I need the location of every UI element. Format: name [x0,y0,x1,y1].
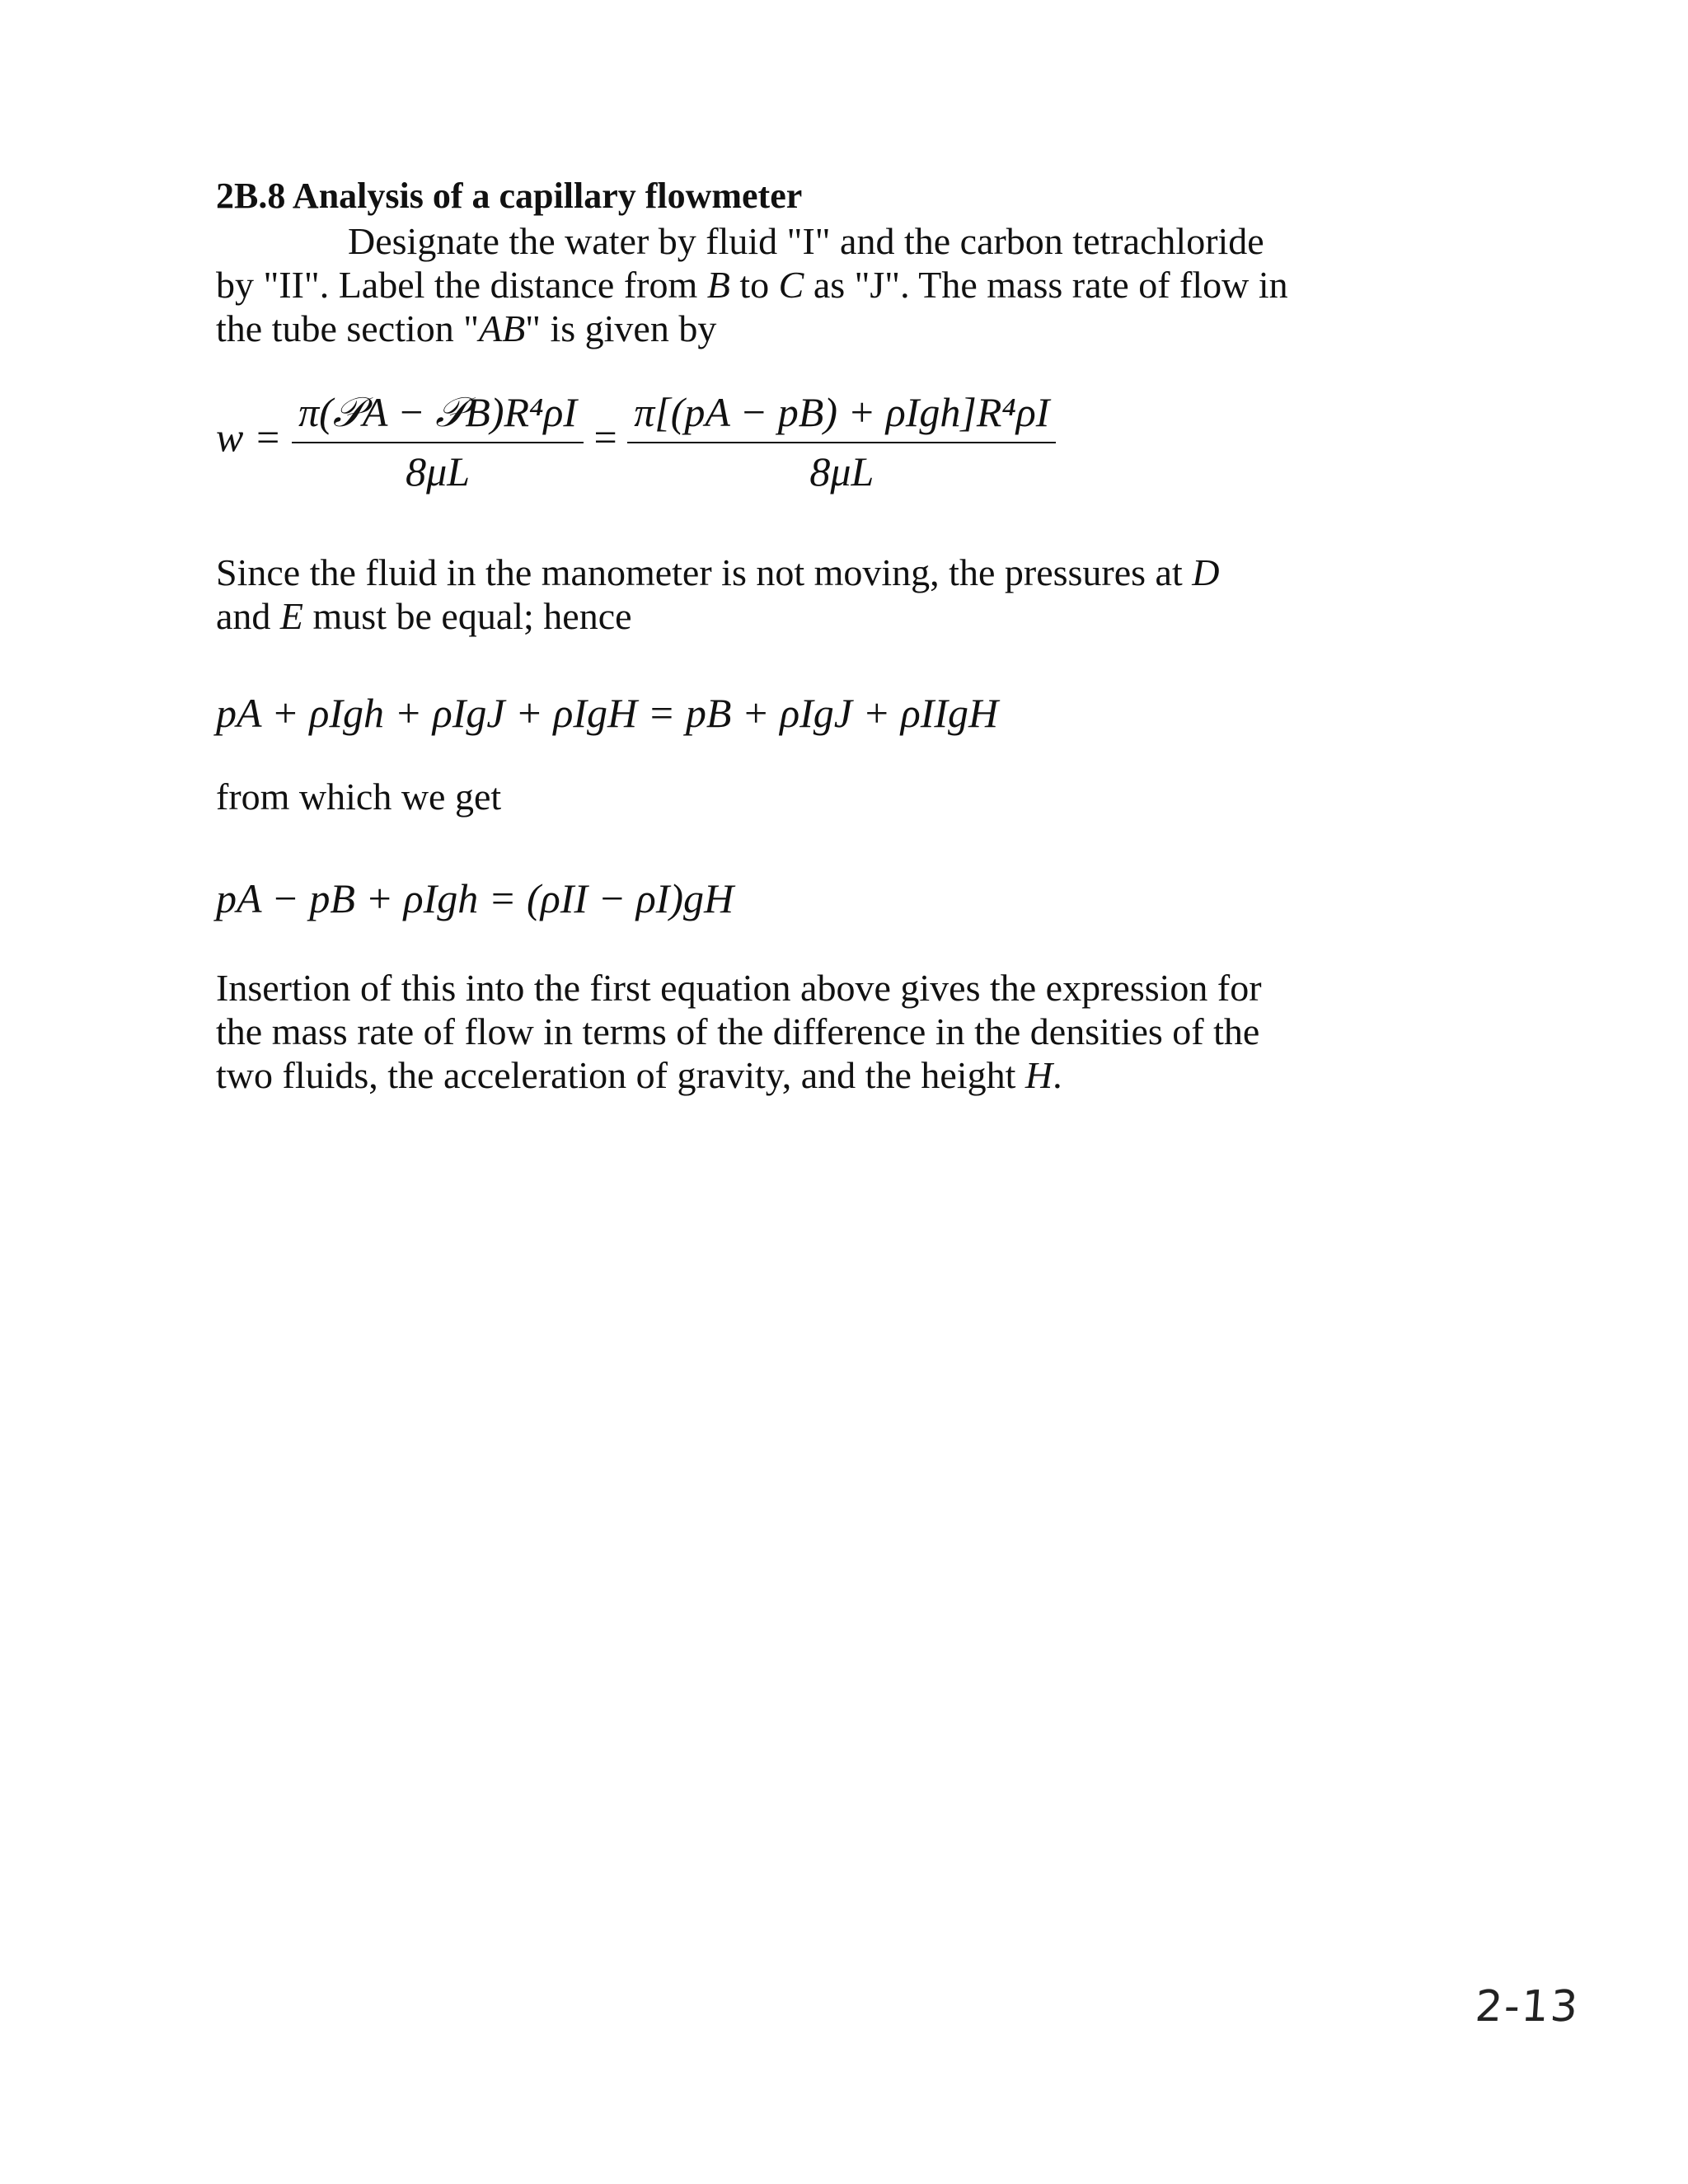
point-c: C [778,264,804,306]
page-number: 2-13 [1473,1982,1582,2032]
equation-pressure-balance: pA + ρIgh + ρIgJ + ρIgH = pB + ρIgJ + ρIIgH [216,690,999,736]
mid-text: and [216,595,280,637]
intro-text: " is given by [525,307,717,349]
intro-line-3 [216,307,1411,350]
equation-pressure-difference: pA − pB + ρIgh = (ρII − ρI)gH [216,875,734,921]
from-which-line [216,775,1411,818]
mid-text: Since the fluid in the manometer is not moving, the pressures at [216,551,1193,593]
section-title: 2B.8 Analysis of a capillary flowmeter [216,176,803,216]
manometer-paragraph [216,551,1411,638]
final-line-2: the mass rate of flow in terms of the difference in the densities of the [216,1010,1260,1052]
eq1-fraction-2 [627,387,1056,496]
final-line-3 [216,1053,1411,1097]
intro-line-2 [216,263,1411,307]
intro-text: as "J". The mass rate of flow in [804,264,1288,306]
eq1-frac1-numerator: π(𝒫A − 𝒫B)R⁴ρI [292,387,584,443]
intro-text: the tube section " [216,307,479,349]
final-text: . [1053,1054,1062,1096]
point-b: B [706,264,730,306]
eq1-equals: = [593,414,617,461]
mid-text: must be equal; hence [303,595,632,637]
eq1-lhs: w = [216,414,282,461]
intro-text: to [729,264,779,306]
eq1-frac1-denominator: 8μL [406,448,471,494]
intro-line-1: Designate the water by fluid "I" and the carbon tetrachloride [348,220,1264,262]
final-text: two fluids, the acceleration of gravity, and the height [216,1054,1025,1096]
height-h: H [1025,1054,1053,1096]
mid-line-2 [216,594,1411,638]
intro-paragraph [216,219,1411,350]
eq1-fraction-1 [292,387,584,496]
section-ab: AB [478,307,526,349]
point-d: D [1192,551,1220,593]
eq1-frac2-denominator: 8μL [809,448,874,494]
from-which-text: from which we get [216,776,502,818]
final-line-1: Insertion of this into the first equation above gives the expression for [216,967,1262,1009]
conclusion-paragraph [216,966,1411,1097]
point-e: E [279,595,304,637]
mid-line-1 [216,551,1411,594]
equation-mass-flow [216,387,1056,496]
intro-text: by "II". Label the distance from [216,264,707,306]
eq1-frac2-numerator: π[(pA − pB) + ρIgh]R⁴ρI [627,387,1056,443]
